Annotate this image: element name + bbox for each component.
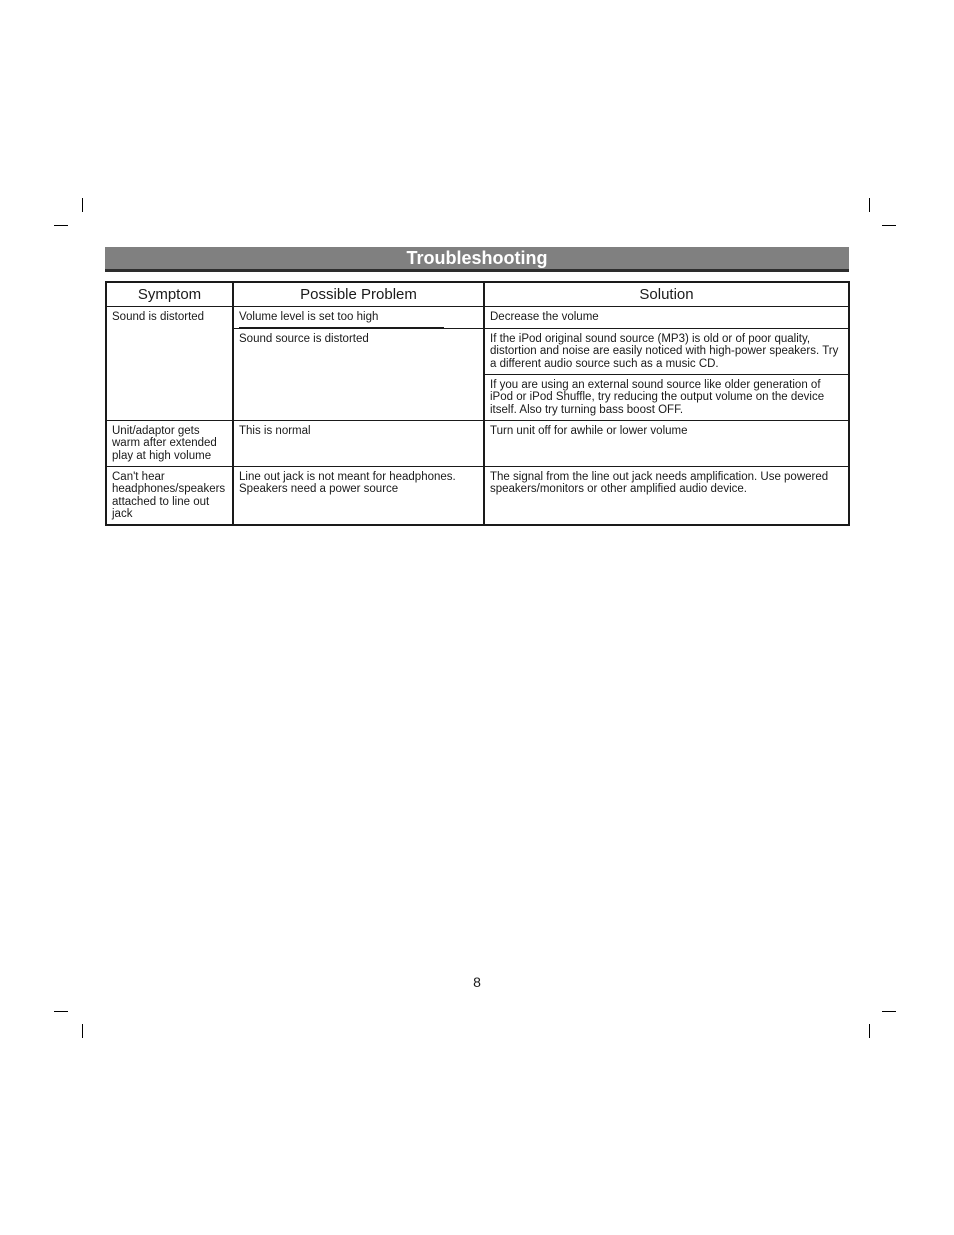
crop-mark-top-right-h xyxy=(882,225,896,226)
troubleshooting-table xyxy=(105,281,850,526)
crop-mark-top-right-v xyxy=(869,198,870,212)
table-row xyxy=(106,307,849,329)
solution-cell: Turn unit off for awhile or lower volume xyxy=(484,420,849,466)
header-possible-problem: Possible Problem xyxy=(233,282,484,307)
crop-mark-bottom-right-v xyxy=(869,1024,870,1038)
page-number: 8 xyxy=(473,974,481,990)
crop-mark-bottom-left-v xyxy=(82,1024,83,1038)
header-solution: Solution xyxy=(484,282,849,307)
table-row xyxy=(106,420,849,466)
problem-cell xyxy=(233,307,484,329)
crop-mark-top-left-v xyxy=(82,198,83,212)
section-title: Troubleshooting xyxy=(406,248,548,268)
table-row xyxy=(106,466,849,525)
crop-mark-top-left-h xyxy=(54,225,68,226)
solution-cell: The signal from the line out jack needs amplification. Use powered speakers/monitors or other amplified audio device. xyxy=(484,466,849,525)
section-title-bar xyxy=(105,247,849,272)
header-symptom: Symptom xyxy=(106,282,233,307)
solution-cell: If you are using an external sound source like older generation of iPod or iPod Shuffle, try reducing the output volume on the device itself. Also try turning bass boost OFF. xyxy=(484,374,849,420)
symptom-cell: Sound is distorted xyxy=(106,307,233,421)
problem-cell: Line out jack is not meant for headphones. Speakers need a power source xyxy=(233,466,484,525)
crop-mark-bottom-left-h xyxy=(54,1011,68,1012)
solution-cell: Decrease the volume xyxy=(484,307,849,329)
symptom-cell: Unit/adaptor gets warm after extended play at high volume xyxy=(106,420,233,466)
solution-cell: If the iPod original sound source (MP3) is old or of poor quality, distortion and noise are easily noticed with high-power speakers. Try a different audio source such as a music CD. xyxy=(484,328,849,374)
symptom-cell: Can't hear headphones/speakers attached to line out jack xyxy=(106,466,233,525)
problem-cell: This is normal xyxy=(233,420,484,466)
crop-mark-bottom-right-h xyxy=(882,1011,896,1012)
problem-text: Volume level is set too high xyxy=(239,311,379,323)
problem-cell: Sound source is distorted xyxy=(233,328,484,420)
table-header-row xyxy=(106,282,849,307)
